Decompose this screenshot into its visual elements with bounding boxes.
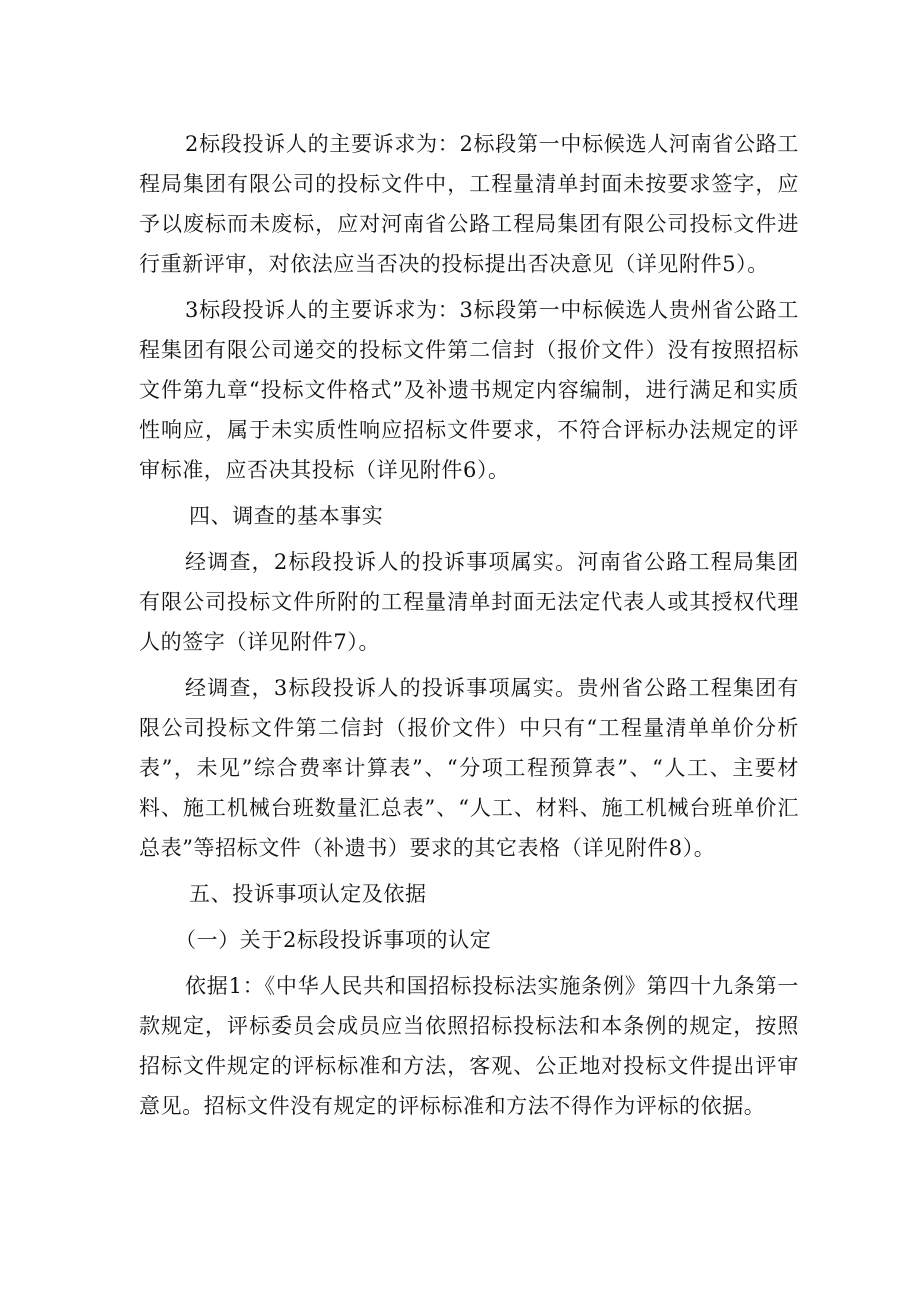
- document-page: [139, 124, 799, 1132]
- subheading-section2-determination: （一）关于2标段投诉事项的认定: [175, 928, 492, 952]
- paragraph-section2-finding: 经调查，2标段投诉人的投诉事项属实。河南省公路工程局集团有限公司投标文件所附的工程量清单封面无法定代表人或其授权代理人的签字（详见附件7）。: [139, 550, 799, 654]
- heading-investigation-facts: 四、调查的基本事实: [189, 504, 384, 528]
- paragraph-section2-complaint: 2标段投诉人的主要诉求为：2标段第一中标候选人河南省公路工程局集团有限公司的投标文件中，工程量清单封面未按要求签字，应予以废标而未废标，应对河南省公路工程局集团有限公司投标文件进行重新评审，对依法应当否决的投标提出否决意见（详见附件5）。: [139, 132, 799, 276]
- paragraph-section3-complaint: 3标段投诉人的主要诉求为：3标段第一中标候选人贵州省公路工程集团有限公司递交的投标文件第二信封（报价文件）没有按照招标文件第九章“投标文件格式”及补遗书规定内容编制，进行满足和实质性响应，属于未实质性响应招标文件要求，不符合评标办法规定的评审标准，应否决其投标（详见附件6）。: [139, 298, 799, 482]
- paragraph-basis-1: 依据1：《中华人民共和国招标投标法实施条例》第四十九条第一款规定，评标委员会成员应当依照招标投标法和本条例的规定，按照招标文件规定的评标标准和方法，客观、公正地对投标文件提出评审意见。招标文件没有规定的评标标准和方法不得作为评标的依据。: [139, 974, 799, 1118]
- paragraph-section3-finding: 经调查，3标段投诉人的投诉事项属实。贵州省公路工程集团有限公司投标文件第二信封（报价文件）中只有“工程量清单单价分析表”，未见”综合费率计算表”、“分项工程预算表”、“人工、主要材料、施工机械台班数量汇总表”、“人工、材料、施工机械台班单价汇总表”等招标文件（补遗书）要求的其它表格（详见附件8）。: [139, 676, 799, 860]
- heading-determination-basis: 五、投诉事项认定及依据: [189, 882, 427, 906]
